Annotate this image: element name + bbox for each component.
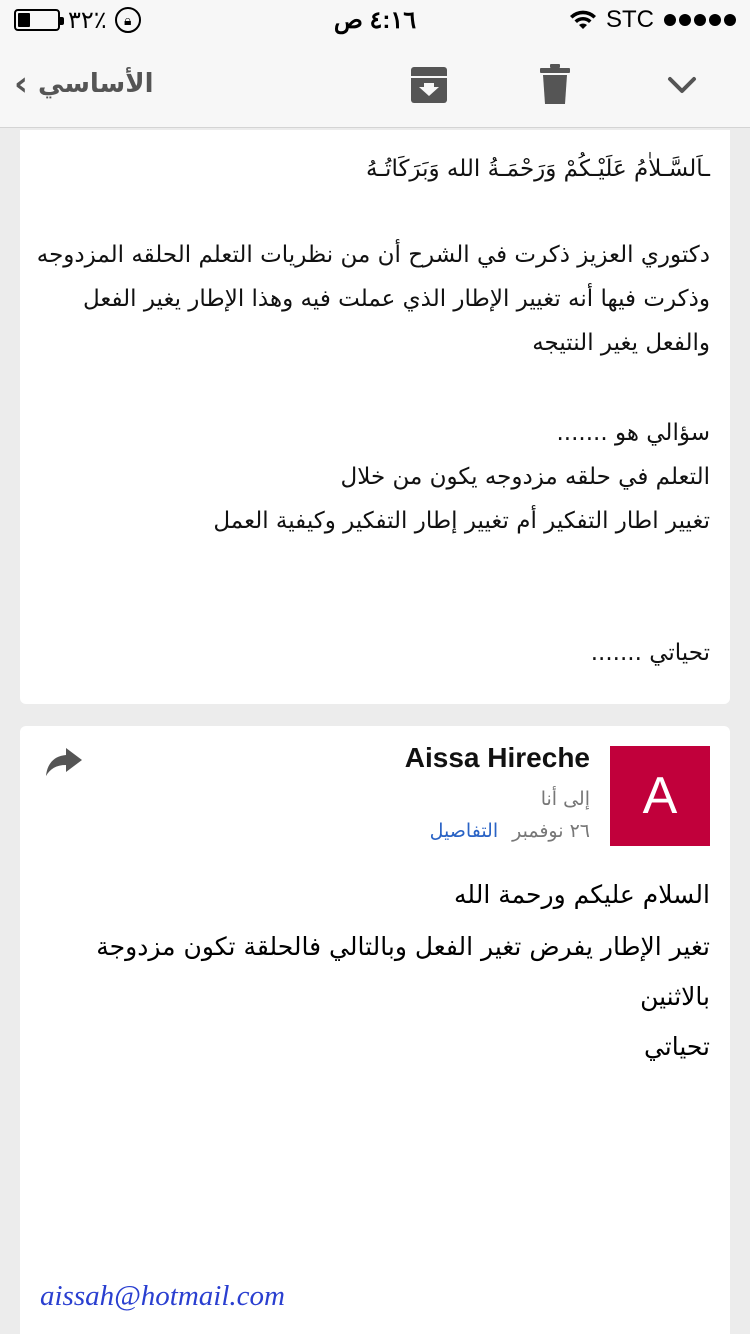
archive-icon[interactable] <box>410 66 448 104</box>
quoted-line: سؤالي هو ....... <box>556 420 710 446</box>
quoted-greeting: ـاَلسَّـلاٰمُ عَلَيْـكُمْ وَرَحْمَـةُ الله وَبَرَكَاتُـهُ <box>365 156 710 182</box>
email-link[interactable]: aissah@hotmail.com <box>40 1280 285 1312</box>
sender-name[interactable]: Aissa Hireche <box>404 742 590 773</box>
details-link[interactable]: التفاصيل <box>429 820 499 842</box>
body-line: تحياتي <box>643 1032 710 1061</box>
quoted-line: والفعل يغير النتيجه <box>532 330 710 356</box>
back-label: الأساسي <box>38 69 154 99</box>
quoted-signoff: تحياتي ....... <box>590 640 710 666</box>
quoted-line: وذكرت فيها أنه تغيير الإطار الذي عملت فيه وهذا الإطار يغير الفعل <box>83 286 710 312</box>
quoted-line: التعلم في حلقه مزدوجه يكون من خلال <box>340 464 710 490</box>
body-line: السلام عليكم ورحمة الله <box>454 880 710 909</box>
toolbar <box>0 40 750 128</box>
chevron-down-icon[interactable] <box>664 70 700 100</box>
trash-icon[interactable] <box>540 64 570 104</box>
status-bar <box>0 0 750 40</box>
rotation-lock-icon: 🔒︎ <box>115 7 141 33</box>
message-date: ٢٦ نوفمبر <box>512 820 590 842</box>
quoted-message-card <box>20 130 730 704</box>
back-button[interactable] <box>14 64 154 104</box>
status-time: ٤:١٦ ص <box>333 7 417 34</box>
reply-arrow-icon[interactable] <box>44 744 84 780</box>
chevron-left-icon: ‹ <box>14 64 29 104</box>
quoted-line: دكتوري العزيز ذكرت في الشرح أن من نظريات التعلم الحلقه المزدوجه <box>36 242 710 268</box>
wifi-icon <box>570 9 596 31</box>
body-line: بالاثنين <box>640 982 710 1011</box>
signal-icon <box>664 14 736 26</box>
status-right <box>570 6 736 34</box>
battery-percent: ٣٢٪ <box>68 6 107 34</box>
avatar[interactable]: A <box>610 746 710 846</box>
reply-message-card <box>20 726 730 1334</box>
carrier-name: STC <box>606 6 654 33</box>
date-line <box>430 820 590 842</box>
body-line: تغير الإطار يفرض تغير الفعل وبالتالي فالحلقة تكون مزدوجة <box>96 932 710 961</box>
quoted-line: تغيير اطار التفكير أم تغيير إطار التفكير وكيفية العمل <box>213 508 710 534</box>
recipient-line: إلى أنا <box>540 788 590 810</box>
